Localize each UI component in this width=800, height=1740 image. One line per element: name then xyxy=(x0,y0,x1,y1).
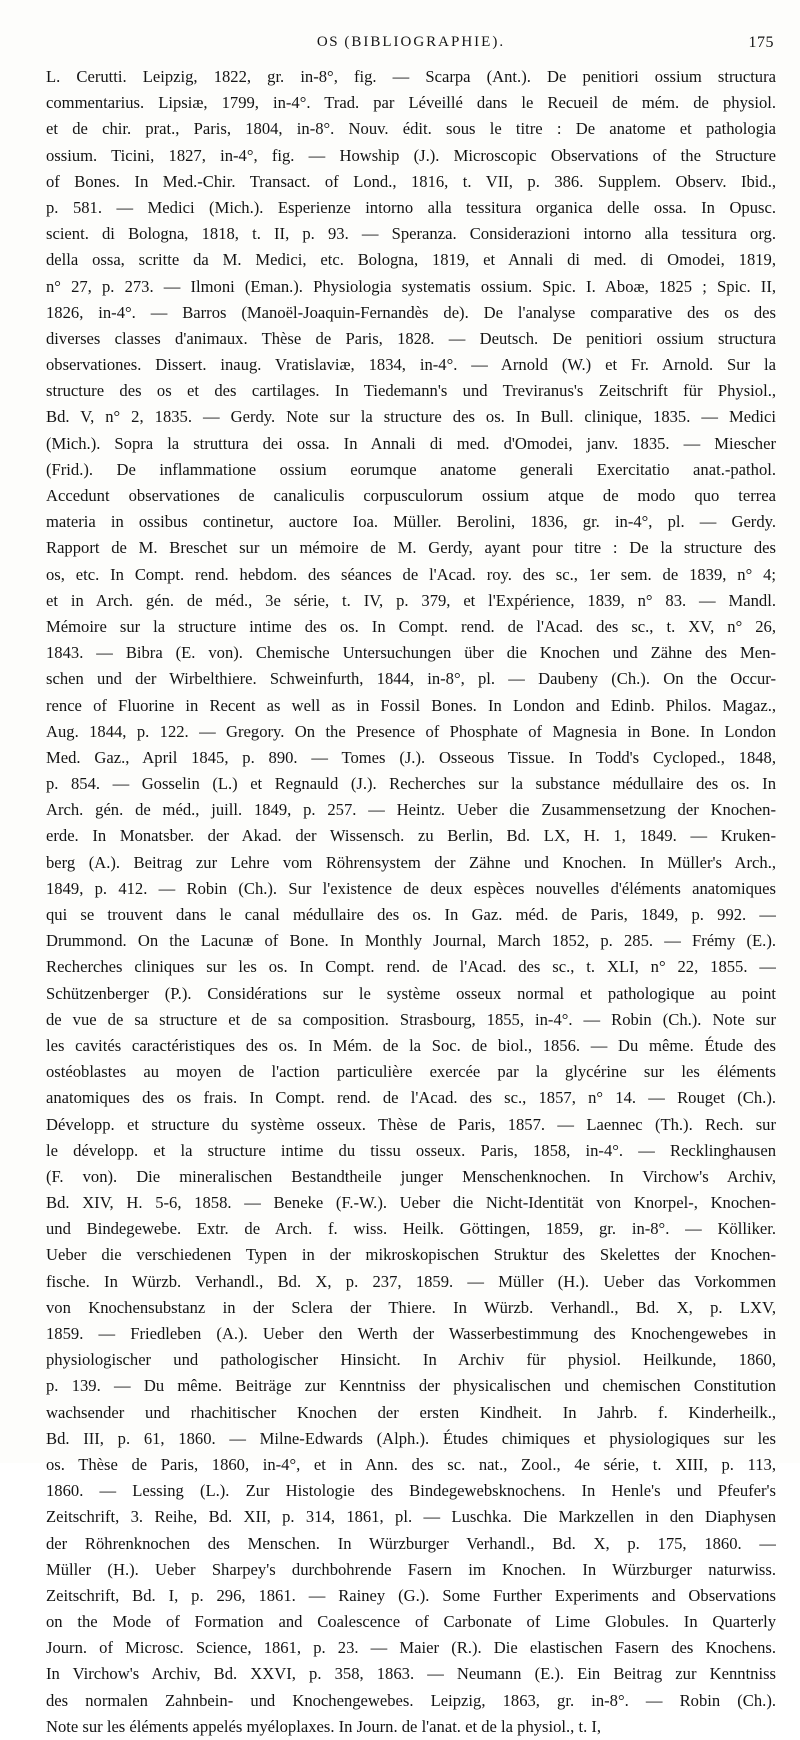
running-title-bibliographie: (BIBLIOGRAPHIE). xyxy=(344,34,506,50)
text-line: Zeitschrift, Bd. I, p. 296, 1861. — Rainey (G.). Some Further Experiments and Observations xyxy=(46,1585,776,1605)
text-line: p. 854. — Gosselin (L.) et Regnauld (J.). Recherches sur la substance médullaire des os. In xyxy=(46,774,776,794)
text-line: ostéoblastes au moyen de l'action particulière exercée par la glycérine sur les éléments xyxy=(46,1062,776,1082)
text-line: Accedunt observationes de canaliculis corpusculorum ossium atque de modo quo terrea xyxy=(46,486,776,505)
text-line: materia in ossibus continetur, auctore Ioa. Müller. Berolini, 1836, gr. in-4°, pl. — Gerdy. xyxy=(46,512,776,532)
text-line: ossium. Ticini, 1827, in-4°, fig. — Howship (J.). Microscopic Observations of the Structure xyxy=(46,145,776,165)
running-title-os: OS xyxy=(316,34,340,50)
text-line: Aug. 1844, p. 122. — Gregory. On the Presence of Phosphate of Magnesia in Bone. In London xyxy=(46,721,776,741)
text-line: 1843. — Bibra (E. von). Chemische Untersuchungen über die Knochen und Zähne des Men- xyxy=(46,643,776,663)
text-line: les cavités caractéristiques des os. In Mém. de la Soc. de biol., 1856. — Du même. Étude des xyxy=(46,1035,776,1055)
text-line: Mémoire sur la structure intime des os. In Compt. rend. de l'Acad. des sc., t. XV, n° 26, xyxy=(46,616,776,636)
text-line: diverses classes d'animaux. Thèse de Paris, 1828. — Deutsch. De penitiori ossium structura xyxy=(46,328,776,348)
text-line: structure des os et des cartilages. In Tiedemann's und Treviranus's Zeitschrift für Physiol., xyxy=(46,381,776,401)
text-line: des normalen Zahnbein- und Knochengewebes. Leipzig, 1863, gr. in-8°. — Robin (Ch.). xyxy=(46,1690,776,1710)
text-line: Recherches cliniques sur les os. In Compt. rend. de l'Acad. des sc., t. XLI, n° 22, 1855. — xyxy=(46,957,776,977)
text-line: von Knochensubstanz in der Sclera der Thiere. In Würzb. Verhandl., Bd. X, p. LXV, xyxy=(46,1297,776,1317)
text-line: L. Cerutti. Leipzig, 1822, gr. in-8°, fig. — Scarpa (Ant.). De penitiori ossium structura xyxy=(46,67,776,86)
text-line: (Mich.). Sopra la struttura dei ossa. In Annali di med. d'Omodei, janv. 1835. — Miescher xyxy=(46,433,776,453)
text-line: et de chir. prat., Paris, 1804, in-8°. Nouv. édit. sous le titre : De anatome et pathologia xyxy=(46,119,776,139)
text-line: Ueber die verschiedenen Typen in der mikroskopischen Struktur des Skelettes der Knochen- xyxy=(46,1245,776,1265)
text-line: 1860. — Lessing (L.). Zur Histologie des Bindegewebsknochens. In Henle's und Pfeufer's xyxy=(46,1481,776,1501)
text-line: 1849, p. 412. — Robin (Ch.). Sur l'existence de deux espèces nouvelles d'éléments anatomiques xyxy=(46,878,776,898)
text-line: Zeitschrift, 3. Reihe, Bd. XII, p. 314, 1861, pl. — Luschka. Die Markzellen in den Diaphysen xyxy=(46,1507,776,1527)
text-line: Rapport de M. Breschet sur un mémoire de M. Gerdy, ayant pour titre : De la structure des xyxy=(46,538,776,558)
text-line: Arch. gén. de méd., juill. 1849, p. 257. — Heintz. Ueber die Zusammensetzung der Knochen- xyxy=(46,800,776,820)
text-line: Müller (H.). Ueber Sharpey's durchbohrende Fasern im Knochen. In Würzburger naturwiss. xyxy=(46,1559,776,1579)
text-line: n° 27, p. 273. — Ilmoni (Eman.). Physiologia systematis ossium. Spic. I. Aboæ, 1825 ; Spic. II, xyxy=(46,276,776,296)
page-number: 175 xyxy=(748,34,774,51)
text-line: und Bindegewebe. Extr. de Arch. f. wiss. Heilk. Göttingen, 1859, gr. in-8°. — Kölliker. xyxy=(46,1219,776,1239)
text-line: de vue de sa structure et de sa composition. Strasbourg, 1855, in-4°. — Robin (Ch.). Note sur xyxy=(46,1009,776,1029)
text-line: 1859. — Friedleben (A.). Ueber den Werth der Wasserbestimmung des Knochengewebes in xyxy=(46,1324,776,1343)
text-line: della ossa, scritte da M. Medici, etc. Bologna, 1819, et Annali di med. di Omodei, 1819, xyxy=(46,250,776,270)
text-line: Drummond. On the Lacunæ of Bone. In Monthly Journal, March 1852, p. 285. — Frémy (E.). xyxy=(46,931,776,951)
text-line: os. Thèse de Paris, 1860, in-4°, et in Ann. des sc. nat., Zool., 4e série, t. XIII, p. 113, xyxy=(46,1454,776,1474)
text-line: schen und der Wirbelthiere. Schweinfurth, 1844, in-8°, pl. — Daubeny (Ch.). On the Occur- xyxy=(46,669,776,689)
text-line: Bd. XIV, H. 5-6, 1858. — Beneke (F.-W.). Ueber die Nicht-Identität von Knorpel-, Knochen- xyxy=(46,1193,776,1213)
text-line: anatomiques des os frais. In Compt. rend. de l'Acad. des sc., 1857, n° 14. — Rouget (Ch.). xyxy=(46,1088,776,1108)
text-line: erde. In Monatsber. der Akad. der Wissensch. zu Berlin, Bd. LX, H. 1, 1849. — Kruken- xyxy=(46,826,776,846)
text-line: physiologischer und pathologischer Hinsicht. In Archiv für physiol. Heilkunde, 1860, xyxy=(46,1350,776,1370)
text-line: scient. di Bologna, 1818, t. II, p. 93. — Speranza. Considerazioni intorno alla tessitura org. xyxy=(46,224,776,244)
text-line: observationes. Dissert. inaug. Vratislaviæ, 1834, in-4°. — Arnold (W.) et Fr. Arnold. Sur la xyxy=(46,355,776,375)
text-line: Bd. V, n° 2, 1835. — Gerdy. Note sur la structure des os. In Bull. clinique, 1835. — Medici xyxy=(46,407,776,427)
text-line: 1826, in-4°. — Barros (Manoël-Joaquin-Fernandès de). De l'analyse comparative des os des xyxy=(46,302,776,322)
text-line: fische. In Würzb. Verhandl., Bd. X, p. 237, 1859. — Müller (H.). Ueber das Vorkommen xyxy=(46,1271,776,1291)
text-line: on the Mode of Formation and Coalescence of Carbonate of Lime Globules. In Quarterly xyxy=(46,1612,776,1632)
text-line: os, etc. In Compt. rend. hebdom. des séances de l'Acad. roy. des sc., 1er sem. de 1839, n° 4; xyxy=(46,564,776,584)
text-line: wachsender und rhachitischer Knochen der ersten Kindheit. In Jahrb. f. Kinderheilk., xyxy=(46,1402,776,1422)
bibliography-text xyxy=(46,64,776,1740)
text-line: of Bones. In Med.-Chir. Transact. of Lond., 1816, t. VII, p. 386. Supplem. Observ. Ibid., xyxy=(46,171,776,191)
text-line: commentarius. Lipsiæ, 1799, in-4°. Trad. par Léveillé dans le Recueil de mém. de physiol. xyxy=(46,93,776,113)
text-line: (Frid.). De inflammatione ossium eorumque anatome generali Exercitatio anat.-pathol. xyxy=(46,459,776,479)
text-line: et in Arch. gén. de méd., 3e série, t. IV, p. 379, et l'Expérience, 1839, n° 83. — Mandl. xyxy=(46,590,776,610)
text-line: Note sur les éléments appelés myéloplaxes. In Journ. de l'anat. et de la physiol., t. I, xyxy=(46,1716,602,1736)
text-line: berg (A.). Beitrag zur Lehre vom Röhrensystem der Zähne und Knochen. In Müller's Arch., xyxy=(46,852,776,872)
text-line: Bd. III, p. 61, 1860. — Milne-Edwards (Alph.). Études chimiques et physiologiques sur les xyxy=(46,1428,776,1448)
text-line: der Röhrenknochen des Menschen. In Würzburger Verhandl., Bd. X, p. 175, 1860. — xyxy=(46,1533,776,1553)
running-header xyxy=(48,34,774,58)
text-line: Développ. et structure du système osseux. Thèse de Paris, 1857. — Laennec (Th.). Rech. sur xyxy=(46,1114,776,1134)
text-line: (F. von). Die mineralischen Bestandtheile junger Menschenknochen. In Virchow's Archiv, xyxy=(46,1166,776,1186)
text-line: qui se trouvent dans le canal médullaire des os. In Gaz. méd. de Paris, 1849, p. 992. — xyxy=(46,905,776,924)
running-title xyxy=(48,34,774,51)
text-line: Schützenberger (P.). Considérations sur le système osseux normal et pathologique au point xyxy=(46,983,776,1003)
text-line: p. 139. — Du même. Beiträge zur Kenntniss der physicalischen und chemischen Constitution xyxy=(46,1376,776,1396)
text-line: Med. Gaz., April 1845, p. 890. — Tomes (J.). Osseous Tissue. In Todd's Cycloped., 1848, xyxy=(46,747,776,767)
text-line: In Virchow's Archiv, Bd. XXVI, p. 358, 1863. — Neumann (E.). Ein Beitrag zur Kenntniss xyxy=(46,1664,776,1684)
text-line: p. 581. — Medici (Mich.). Esperienze intorno alla tessitura organica delle ossa. In Opusc. xyxy=(46,197,776,217)
text-line: Journ. of Microsc. Science, 1861, p. 23. — Maier (R.). Die elastischen Fasern des Knochens. xyxy=(46,1638,776,1658)
text-line: le développ. et la structure intime du tissu osseux. Paris, 1858, in-4°. — Recklinghausen xyxy=(46,1140,776,1160)
text-line: rence of Fluorine in Recent as well as in Fossil Bones. In London and Edinb. Philos. Magaz., xyxy=(46,695,776,715)
